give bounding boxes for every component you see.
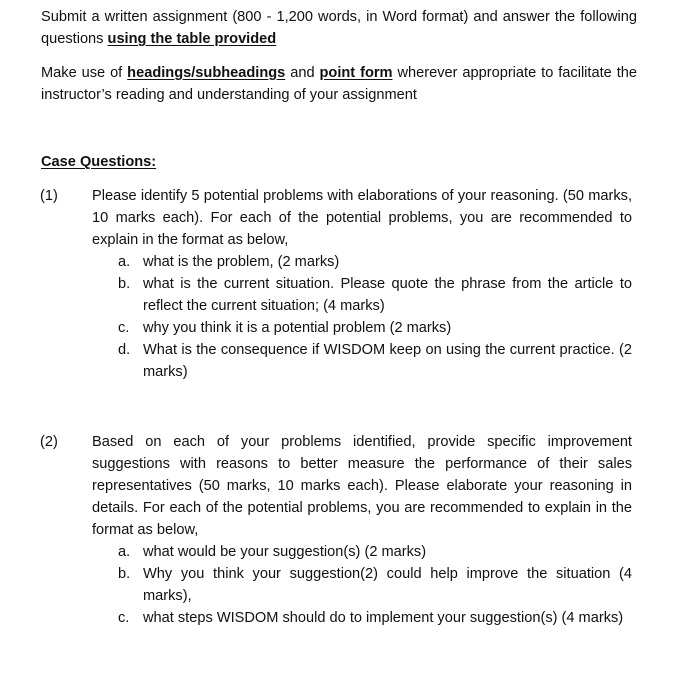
- list-item-text: What is the consequence if WISDOM keep on using the current practice. (2 marks): [143, 342, 632, 380]
- list-item: [66, 607, 632, 629]
- list-item: [66, 541, 632, 563]
- question-body: Based on each of your problems identified, provide specific improvement suggestions with reasons to better measure the performance of their sales representatives (50 marks, 10 marks each). Please elaborate your reasoning in details. For each of the potential problems, you are recommended to explain in the format as below,: [92, 434, 632, 538]
- list-item-letter: c.: [118, 320, 130, 336]
- question-2-subitems: [66, 541, 632, 629]
- list-item-text: what would be your suggestion(s) (2 marks): [143, 544, 427, 560]
- list-item-letter: a.: [118, 544, 131, 560]
- question-1: [40, 185, 632, 383]
- point-form-emphasis: point form: [319, 65, 393, 81]
- list-item-text: what steps WISDOM should do to implement your suggestion(s) (4 marks): [143, 610, 624, 626]
- format-text-2: and: [285, 65, 320, 81]
- list-item-letter: b.: [118, 566, 131, 582]
- question-1-text: [40, 185, 632, 251]
- format-text-3: wherever appropriate to facilitate the instructor’s reading and understanding of your assignment: [41, 65, 637, 103]
- question-number: (2): [40, 434, 58, 450]
- list-item-text: what is the current situation. Please quote the phrase from the article to reflect the current situation; (4 marks): [143, 276, 632, 314]
- question-number: (1): [40, 188, 58, 204]
- list-item: [66, 317, 632, 339]
- list-item-text: Why you think your suggestion(2) could help improve the situation (4 marks),: [143, 566, 632, 604]
- list-item: [66, 563, 632, 607]
- question-1-subitems: [66, 251, 632, 383]
- list-item-letter: c.: [118, 610, 130, 626]
- list-item: [66, 339, 632, 383]
- question-body: Please identify 5 potential problems with elaborations of your reasoning. (50 marks, 10 marks each). For each of the potential problems, you are recommended to explain in the format as below,: [92, 188, 632, 248]
- list-item-text: why you think it is a potential problem (2 marks): [143, 320, 452, 336]
- case-questions-heading: Case Questions:: [41, 154, 157, 170]
- list-item: [66, 251, 632, 273]
- list-item: [66, 273, 632, 317]
- question-2: [40, 431, 632, 629]
- list-item-text: what is the problem, (2 marks): [143, 254, 340, 270]
- table-instruction-emphasis: using the table provided: [107, 31, 277, 47]
- list-item-letter: d.: [118, 342, 131, 358]
- format-instructions: [41, 62, 637, 106]
- intro-instructions-text: Submit a written assignment (800 - 1,200 words, in Word format) and answer the following questions: [41, 9, 637, 47]
- intro-instructions: [41, 6, 637, 50]
- headings-emphasis: headings/subheadings: [127, 65, 286, 81]
- question-2-text: [40, 431, 632, 541]
- list-item-letter: a.: [118, 254, 131, 270]
- list-item-letter: b.: [118, 276, 131, 292]
- format-text-1: Make use of: [41, 65, 128, 81]
